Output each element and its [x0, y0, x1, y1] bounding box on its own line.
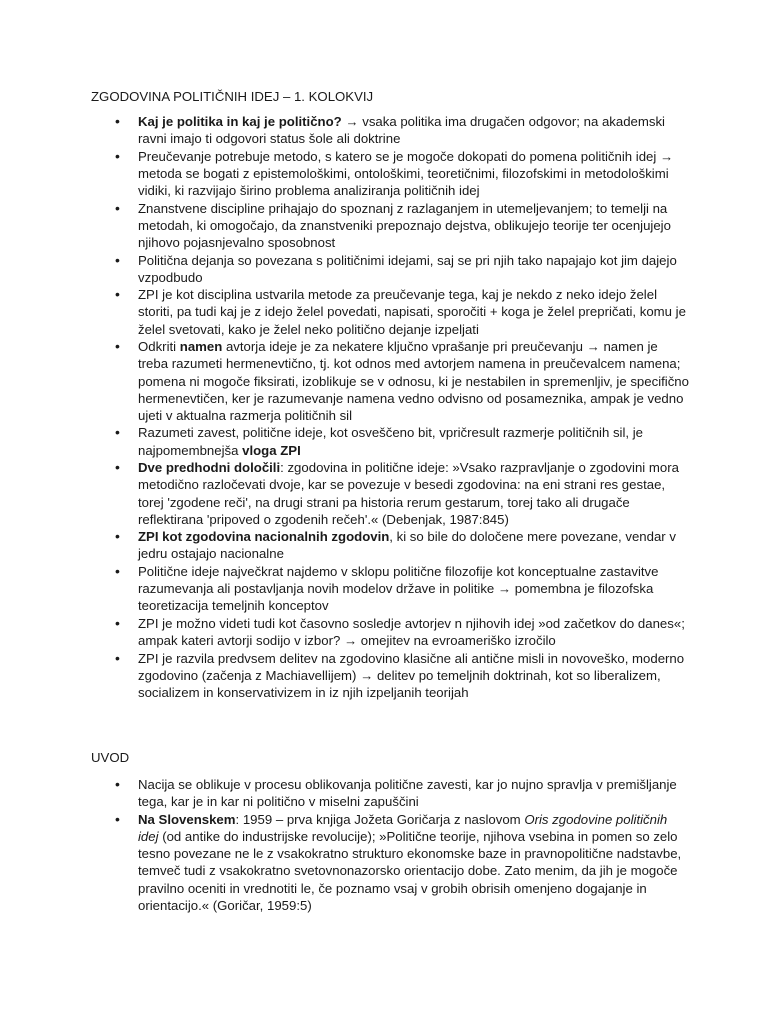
list-item: • Politične ideje največkrat najdemo v sklopu politične filozofije kot konceptualne zastavitve razumevanja ali postavljanja novih modelov države in politike → pomembna je filozofska teoretizacija temeljnih konceptov [91, 563, 691, 615]
list-item: • Preučevanje potrebuje metodo, s katero se je mogoče dokopati do pomena političnih idej → metoda se bogati z epistemološkimi, ontološkimi, teoretičnimi, filozofskimi in metodološkimi vidiki, ki razvijajo širino problema analiziranja političnih idej [91, 148, 691, 200]
list-item: • Na Slovenskem: 1959 – prva knjiga Jožeta Goričarja z naslovom Oris zgodovine političnih idej (od antike do industrijske revolucije); »Politične teorije, njihova vsebina in pomen so zelo tesno povezane ne le z vsakokratno strukturo ekonomske baze in pravnopolitične nadstavbe, temveč tudi z vsakokratno svetovnonazorsko orientacijo dobe. Zato menim, da jih je mogoče pravilno oceniti in vrednotiti le, če poznamo vsaj v grobih obrisih omenjeno dogajanje in orientacijo.« (Goričar, 1959:5) [91, 811, 691, 914]
document-title: ZGODOVINA POLITIČNIH IDEJ – 1. KOLOKVIJ [91, 89, 374, 104]
list-item: • Kaj je politika in kaj je politično? → vsaka politika ima drugačen odgovor; na akademski ravni imajo ti odgovori status šole ali doktrine [91, 113, 691, 147]
section1-list [91, 113, 691, 701]
section-heading-uvod: UVOD [91, 750, 130, 765]
list-item: • ZPI je razvila predvsem delitev na zgodovino klasične ali antične misli in novoveško, moderno zgodovino (začenja z Machiavellijem) → delitev po temeljnih doktrinah, kot so liberalizem, socializem in konservativizem in iz njih izpeljanih teorijah [91, 650, 691, 702]
list-item: • Politična dejanja so povezana s političnimi idejami, saj se pri njih tako napajajo kot jim dajejo vzpodbudo [91, 252, 691, 286]
section2-list [91, 776, 691, 914]
list-item: • Znanstvene discipline prihajajo do spoznanj z razlaganjem in utemeljevanjem; to temelji na metodah, ki omogočajo, da znanstveniki prepoznajo dejstva, oblikujejo teorije ter ocenjujejo njihovo pojasnjevalno sposobnost [91, 200, 691, 252]
list-item: • ZPI je kot disciplina ustvarila metode za preučevanje tega, kaj je nekdo z neko idejo želel storiti, pa tudi kaj je z idejo želel povedati, napisati, sporočiti + koga je želel prepričati, komu je želel svetovati, kako je želel neko politično dejanje izpeljati [91, 286, 691, 338]
list-item: • Odkriti namen avtorja ideje je za nekatere ključno vprašanje pri preučevanju → namen je treba razumeti hermenevtično, tj. kot odnos med avtorjem namena in preučevalcem namena; pomena ni mogoče fiksirati, izoblikuje se v odnosu, ki je nestabilen in spremenljiv, je specifično hermenevtičen, ker je razumevanje namena vedno odvisno od posameznika, ampak je vedno ujeti v aktualna razmerja političnih sil [91, 338, 691, 424]
list-item: • ZPI je možno videti tudi kot časovno sosledje avtorjev n njihovih idej »od začetkov do danes«; ampak kateri avtorji sodijo v izbor? → omejitev na evroameriško izročilo [91, 615, 691, 649]
list-item: • Dve predhodni določili: zgodovina in politične ideje: »Vsako razpravljanje o zgodovini mora metodično razločevati dvoje, kar se povezuje v besedi zgodovina: na eni strani res gestae, torej 'zgodene reči', na drugi strani pa historia rerum gestarum, torej tako ali drugače reflektirana 'pripoved o zgodenih rečeh'.« (Debenjak, 1987:845) [91, 459, 691, 528]
list-item: • ZPI kot zgodovina nacionalnih zgodovin, ki so bile do določene mere povezane, vendar v jedru ostajajo nacionalne [91, 528, 691, 562]
list-item: • Razumeti zavest, politične ideje, kot osveščeno bit, vpričresult razmerje političnih sil, je najpomembnejša vloga ZPI [91, 424, 691, 458]
list-item: • Nacija se oblikuje v procesu oblikovanja politične zavesti, kar jo nujno spravlja v premišljanje tega, kar je in kar ni politično v miselni zapuščini [91, 776, 691, 810]
